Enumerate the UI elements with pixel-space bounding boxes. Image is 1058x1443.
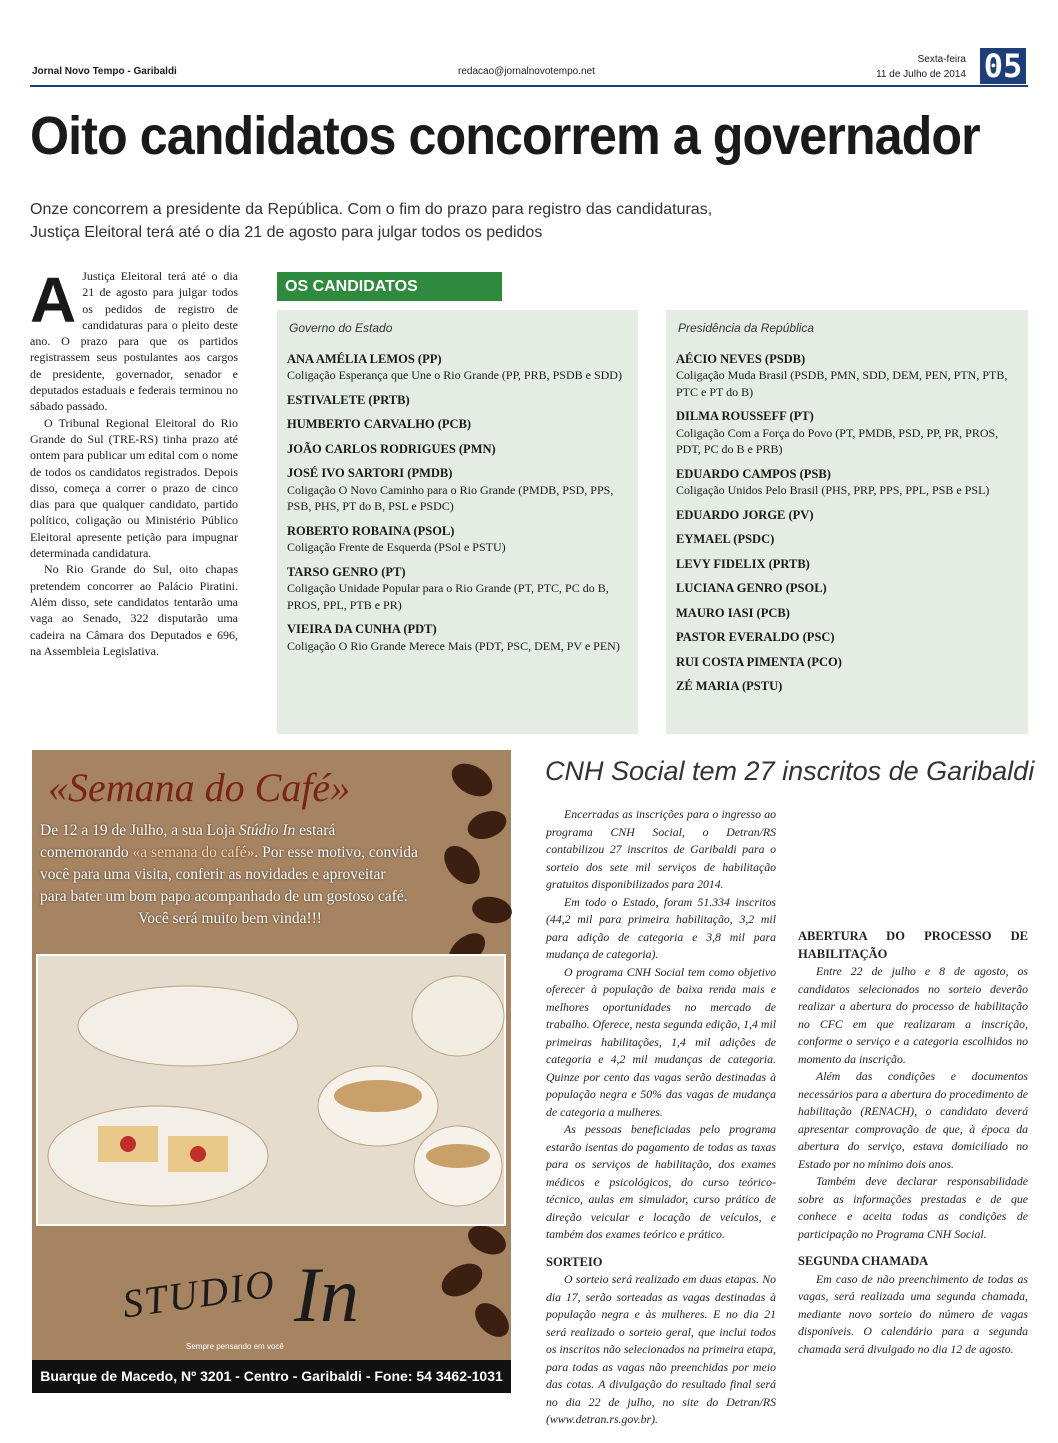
subheading: SEGUNDA CHAMADA bbox=[798, 1254, 929, 1268]
candidate-entry bbox=[676, 507, 1018, 524]
article-paragraph: O programa CNH Social tem como objetivo oferecer à população de baixa renda mais e melhores oportunidades no mercado de trabalho. Oferece, nesta segunda edição, 1,4 mil primeiras habilitações, 1,4 mil adições de categoria e 4,2 mil mudanças de categoria. Quinze por cento das vagas serão destinadas à população negra e 50% das vagas de mudança de categoria a mulheres. bbox=[546, 964, 776, 1119]
article-paragraph: Em caso de não preenchimento de todas as vagas, será realizada uma segunda chamada, mediante novo sorteio do número de vagas disponíveis. O calendário para a segunda chamada será divulgado no dia 12 de agosto. bbox=[798, 1271, 1028, 1356]
store-name: Stúdio In bbox=[238, 822, 296, 839]
federal-candidates-box bbox=[666, 310, 1028, 734]
candidate-entry bbox=[676, 678, 1018, 695]
weekday: Sexta-feira bbox=[917, 54, 966, 65]
candidate-name: ROBERTO ROBAINA (PSOL) bbox=[287, 523, 455, 538]
logo-wordmark: STUDIO bbox=[119, 1260, 279, 1327]
candidate-name: TARSO GENRO (PT) bbox=[287, 564, 406, 579]
ad-text-line: . Por esse motivo, convida bbox=[254, 844, 418, 861]
candidate-entry bbox=[287, 441, 628, 458]
cnh-column-1 bbox=[546, 806, 776, 1426]
candidate-name: ESTIVALETE (PRTB) bbox=[287, 392, 410, 407]
candidate-entry bbox=[287, 564, 628, 614]
issue-date bbox=[876, 52, 966, 82]
candidate-entry bbox=[287, 523, 628, 556]
candidate-entry bbox=[676, 629, 1018, 646]
candidates-banner: OS CANDIDATOS bbox=[277, 272, 502, 301]
candidate-name: DILMA ROUSSEFF (PT) bbox=[676, 409, 814, 423]
candidate-entry bbox=[287, 351, 628, 384]
article-paragraph: No Rio Grande do Sul, oito chapas pretendem concorrer ao Palácio Piratini. Além disso, sete candidatos tentarão uma vaga ao Senado, 322 disputarão uma cadeira na Câmara dos Deputados e 696, na Assembleia Legislativa. bbox=[30, 562, 238, 658]
tea-set-illustration bbox=[38, 956, 504, 1224]
candidate-entry bbox=[287, 392, 628, 409]
candidate-coalition: Coligação Unidos Pelo Brasil (PHS, PRP, PPS, PPL, PSB e PSL) bbox=[676, 483, 990, 497]
candidate-name: HUMBERTO CARVALHO (PCB) bbox=[287, 417, 472, 431]
federal-heading: Presidência da República bbox=[678, 321, 815, 335]
candidate-name: ZÉ MARIA (PSTU) bbox=[676, 679, 783, 693]
candidate-name: RUI COSTA PIMENTA (PCO) bbox=[676, 654, 842, 669]
ad-text-line: para bater um bom papo acompanhado de um gostoso café. bbox=[40, 888, 408, 905]
candidate-name: ANA AMÉLIA LEMOS (PP) bbox=[287, 351, 442, 366]
candidate-entry bbox=[287, 416, 628, 433]
candidate-entry bbox=[676, 351, 1018, 401]
state-candidates-box bbox=[277, 310, 638, 734]
header-rule bbox=[30, 85, 1028, 87]
article-paragraph: Entre 22 de julho e 8 de agosto, os candidatos selecionados no sorteio deverão realizar a abertura do processo de habilitação no CFC em que realizaram a inscrição, conforme o serviço e a categoria escolhidos no momento da inscrição. bbox=[798, 964, 1028, 1066]
candidate-entry bbox=[676, 556, 1018, 573]
candidate-name: JOÃO CARLOS RODRIGUES (PMN) bbox=[287, 441, 496, 456]
subheading: SORTEIO bbox=[546, 1254, 603, 1269]
contact-email: redacao@jornalnovotempo.net bbox=[458, 66, 595, 77]
candidate-coalition: Coligação O Novo Caminho para o Rio Grande (PMDB, PSD, PPS, PSB, PHS, PT do B, PSL e PSDC) bbox=[287, 482, 614, 513]
candidate-name: MAURO IASI (PCB) bbox=[676, 605, 790, 620]
ad-text-line: comemorando bbox=[40, 844, 133, 861]
coffee-week-ad bbox=[32, 750, 511, 1393]
candidate-coalition: Coligação Frente de Esquerda (PSol e PSTU) bbox=[287, 540, 506, 554]
logo-in: In bbox=[294, 1251, 359, 1338]
deck: Onze concorrem a presidente da República. Com o fim do prazo para registro das candidaturas, Justiça Eleitoral terá até o dia 21 de agosto para julgar todos os pedidos bbox=[30, 201, 713, 241]
state-heading: Governo do Estado bbox=[289, 321, 393, 335]
ad-text bbox=[40, 820, 420, 930]
candidate-coalition: Coligação O Rio Grande Merece Mais (PDT, PSC, DEM, PV e PEN) bbox=[287, 638, 620, 653]
article-paragraph: Encerradas as inscrições para o ingresso ao programa CNH Social, o Detran/RS contabilizou 27 inscritos de Garibaldi para o sorteio dos sete mil serviços de habilitação gratuitos disponibilizados para 2014. bbox=[546, 807, 776, 891]
ad-text-line: você para uma visita, conferir as novidades e aproveitar bbox=[40, 866, 386, 883]
candidate-entry bbox=[287, 465, 628, 515]
candidate-name: EDUARDO CAMPOS (PSB) bbox=[676, 466, 831, 481]
candidate-name: JOSÉ IVO SARTORI (PMDB) bbox=[287, 466, 453, 480]
candidate-coalition: Coligação Muda Brasil (PSDB, PMN, SDD, DEM, PEN, PTN, PTB, PTC e PT do B) bbox=[676, 368, 1008, 399]
article-paragraph: As pessoas beneficiadas pelo programa estarão isentas do pagamento de todas as taxas para os serviços de habilitação, dos exames médicos e psicológicos, do curso teórico-técnico, aulas em simulador, curso prático de direção veicular e locação de veículos, e também dos exames teórico e prático. bbox=[546, 1122, 776, 1241]
candidate-entry bbox=[676, 605, 1018, 622]
main-article bbox=[30, 264, 238, 659]
federal-candidate-list bbox=[676, 351, 1018, 695]
tea-set-photo bbox=[36, 954, 506, 1226]
logo-tagline: Sempre pensando em você bbox=[186, 1342, 284, 1351]
candidate-entry bbox=[676, 466, 1018, 499]
headline: Oito candidatos concorrem a governador bbox=[30, 106, 980, 166]
candidate-entry bbox=[287, 621, 628, 654]
candidate-name: LEVY FIDELIX (PRTB) bbox=[676, 556, 810, 571]
state-candidate-list bbox=[287, 351, 628, 655]
candidate-name: EDUARDO JORGE (PV) bbox=[676, 507, 814, 522]
ad-address-bar: Buarque de Macedo, Nº 3201 - Centro - Garibaldi - Fone: 54 3462-1031 bbox=[32, 1360, 511, 1393]
candidate-entry bbox=[676, 408, 1018, 458]
candidate-coalition: Coligação Com a Força do Povo (PT, PMDB, PSD, PP, PR, PROS, PDT, PC do B e PRB) bbox=[676, 425, 999, 456]
candidate-name: AÉCIO NEVES (PSDB) bbox=[676, 351, 806, 366]
ad-text-line: estará bbox=[295, 822, 336, 839]
candidate-coalition: Coligação Unidade Popular para o Rio Grande (PT, PTC, PC do B, PROS, PPL, PTB e PR) bbox=[287, 581, 609, 612]
ad-text-line: Você será muito bem vinda!!! bbox=[138, 910, 322, 927]
ad-text-line: De 12 a 19 de Julho, a sua Loja bbox=[40, 822, 239, 839]
article-paragraph: O Tribunal Regional Eleitoral do Rio Grande do Sul (TRE-RS) tinha prazo até ontem para publicar um edital com o nome de todos os candidatos registrados. Depois disso, começa a correr o prazo de cinco dias para que qualquer candidato, partido político, coligação ou Ministério Público Eleitoral apresente petição para impugnar determinada candidatura. bbox=[30, 415, 238, 561]
candidate-entry bbox=[676, 580, 1018, 597]
article-paragraph: Também deve declarar responsabilidade sobre as informações prestadas e de que conhece e aceita todas as condições de participação no Programa CNH Social. bbox=[798, 1174, 1028, 1241]
article-paragraph: Justiça Eleitoral terá até o dia 21 de agosto para julgar todos os pedidos de registro de candidaturas para o pleito deste ano. O prazo para que os partidos registrassem seus postulantes aos cargos de presidente, governador, senador e deputados estaduais e federais terminou no sábado passado. bbox=[30, 269, 238, 414]
ad-title: «Semana do Café» bbox=[48, 765, 351, 810]
candidate-name: VIEIRA DA CUNHA (PDT) bbox=[287, 622, 437, 636]
candidate-name: EYMAEL (PSDC) bbox=[676, 532, 775, 546]
article-paragraph: Em todo o Estado, foram 51.334 inscritos (44,2 mil para primeira habilitação, 3,2 mil para adição de categoria e 3,8 mil para mudança de categoria). bbox=[546, 894, 776, 961]
candidate-coalition: Coligação Esperança que Une o Rio Grande (PP, PRB, PSDB e SDD) bbox=[287, 368, 622, 382]
candidate-entry bbox=[676, 531, 1018, 548]
paper-name: Jornal Novo Tempo - Garibaldi bbox=[32, 66, 177, 77]
date: 11 de Julho de 2014 bbox=[876, 69, 966, 80]
candidate-entry bbox=[676, 654, 1018, 671]
drop-cap: A bbox=[30, 264, 77, 336]
candidate-name: LUCIANA GENRO (PSOL) bbox=[676, 581, 827, 595]
cnh-column-2 bbox=[798, 806, 1028, 1358]
candidate-name: PASTOR EVERALDO (PSC) bbox=[676, 630, 835, 644]
cnh-title: CNH Social tem 27 inscritos de Garibaldi bbox=[545, 756, 1035, 786]
page-number: 05 bbox=[980, 48, 1026, 84]
article-paragraph: Além das condições e documentos necessários para a abertura do procedimento de habilitação (RENACH), o candidato deverá apresentar comprovação de que, à época da abertura do serviço, estava domiciliado no Estado por no mínimo dois anos. bbox=[798, 1069, 1028, 1171]
article-paragraph: O sorteio será realizado em duas etapas. No dia 17, serão sorteadas as vagas destinadas à população negra e às mulheres. E no dia 21 será realizado o sorteio geral, que inclui todos os inscritos não selecionados na primeira etapa, para todas as vagas não preenchidas por meio das cotas. A divulgação do resultado final será no dia 22 de julho, no site do Detran/RS (www.detran.rs.gov.br). bbox=[546, 1272, 776, 1426]
subheading: ABERTURA DO PROCESSO DE HABILITAÇÃO bbox=[798, 929, 1028, 961]
ad-highlight: «a semana do café» bbox=[132, 844, 255, 861]
